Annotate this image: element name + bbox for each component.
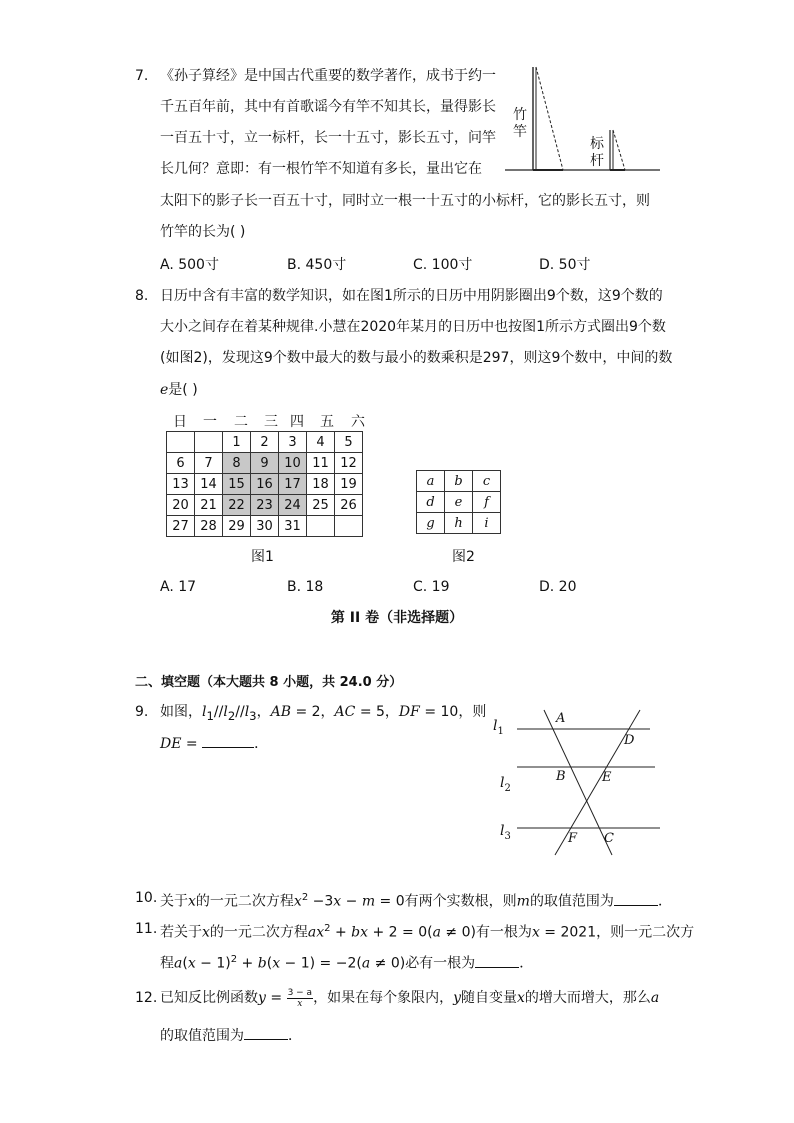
grid-cell: i [473,513,501,534]
calendar-cell-shaded: 23 [251,495,279,516]
calendar-cell: 1 [223,432,251,453]
q11-answer-blank[interactable] [475,953,519,968]
calendar-cell: 25 [307,495,335,516]
calendar-cell-shaded: 15 [223,474,251,495]
q12-var: x [517,990,525,1006]
calendar-cell: 13 [167,474,195,495]
section-2-title: 二、填空题（本大题共 8 小题，共 24.0 分） [135,675,403,690]
calendar-cell [195,432,223,453]
table-row [167,432,363,453]
q7-line-2: 千五百年前，其中有首歌谣今有竿不知其长，量得影长 [160,99,496,115]
grid-cell: g [417,513,445,534]
q9-text: ， [256,704,271,720]
q10-var: x [333,893,342,910]
q9-label-l1-sub: 1 [497,725,504,737]
calendar-cell: 11 [307,453,335,474]
q11-var: ax [307,924,325,941]
q11-text: ( [182,955,188,972]
q9-var: AB [270,704,291,720]
q7-label-pole-1: 竹 [513,107,527,123]
q11-line-2 [160,950,533,974]
q11-text: 若关于 [160,924,202,941]
q11-var: x [272,955,281,972]
calendar-cell: 20 [167,495,195,516]
q9-label-l3-text: l [500,823,505,839]
q8-line-4 [160,380,198,400]
calendar-cell: 21 [195,495,223,516]
q11-sup: 2 [324,923,331,934]
q11-var: x [187,955,196,972]
q9-text: ． [254,736,269,752]
q9-text: 如图， [160,704,202,720]
calendar-cell: 14 [195,474,223,495]
q11-text: 的一元二次方程 [209,924,308,941]
q11-text: ≠ 0)必有一根为 [370,955,476,972]
calendar-cell-shaded: 22 [223,495,251,516]
q11-var: bx [351,924,369,941]
table-row [417,513,501,534]
q8-option-a[interactable]: A. 17 [160,579,197,595]
part-2-title: 第 II 卷（非选择题） [330,610,464,626]
q8-option-d[interactable]: D. 20 [539,579,577,595]
q7-label-rod-1: 标 [590,136,604,152]
grid-cell: b [445,471,473,492]
q9-text: // [235,704,245,720]
table-row [167,453,363,474]
grid-figure-2 [416,470,501,534]
weekday-mon: 一 [203,414,217,430]
q9-text: // [213,704,224,720]
q7-line-4: 长几何？意即：有一根竹竿不知道有多长，量出它在 [160,161,482,177]
q9-label-l1 [493,718,504,737]
q10-text: − [341,893,362,910]
q9-var: l [223,704,228,720]
calendar-cell: 12 [335,453,363,474]
q8-number: 8. [135,288,149,304]
q9-label-l2-text: l [500,775,505,791]
q12-text: = [265,990,287,1006]
grid-cell: f [473,492,501,513]
q10-var: x [293,893,302,910]
calendar-cell: 18 [307,474,335,495]
calendar-cell [335,516,363,537]
q7-option-a[interactable]: A. 500寸 [160,257,219,273]
calendar-cell: 3 [279,432,307,453]
q9-label-l1-text: l [493,718,498,734]
calendar-cell: 31 [279,516,307,537]
weekday-sun: 日 [173,414,187,430]
q9-text: = [181,736,203,752]
calendar-cell: 19 [335,474,363,495]
calendar-cell-shaded: 16 [251,474,279,495]
q10-text: = 0有两个实数根，则 [375,893,517,910]
q9-text: = 10，则 [419,704,487,720]
table-row [417,492,501,513]
table-row [167,474,363,495]
q10-answer-blank[interactable] [614,891,658,906]
q10-text: 的一元二次方程 [195,893,294,910]
q10-text: 关于 [160,893,188,910]
calendar-cell-shaded: 24 [279,495,307,516]
q9-label-f: F [568,831,578,846]
q9-parallel-lines-figure [490,705,665,860]
calendar-cell: 27 [167,516,195,537]
q9-label-c: C [604,831,614,846]
q10-text: 的取值范围为 [529,893,614,910]
q7-line-6: 竹竿的长为( ) [160,224,246,240]
q11-sup: 2 [230,954,238,965]
calendar-cell-shaded: 10 [279,453,307,474]
q11-text: + [330,924,352,941]
q8-line-4-rest: 是( ) [168,382,198,398]
q7-option-d[interactable]: D. 50寸 [539,257,591,273]
calendar-cell-shaded: 9 [251,453,279,474]
calendar-cell [167,432,195,453]
q12-answer-blank[interactable] [244,1025,288,1040]
q11-text: = 2021，则一元二次方 [539,924,695,941]
q11-text: − 1) [195,955,231,972]
q12-line-1 [160,985,659,1011]
q9-answer-blank[interactable] [202,733,254,748]
q9-var: l [244,704,250,720]
q12-text: 的增大而增大，那么 [524,990,651,1006]
q9-var: DE [160,736,182,752]
q9-label-d: D [624,733,635,748]
q12-text: ． [288,1028,302,1044]
weekday-sat: 六 [351,414,365,430]
q7-line-3: 一百五十寸，立一标杆，长一十五寸，影长五寸，问竿 [160,130,496,146]
calendar-cell: 5 [335,432,363,453]
q10-var: m [516,893,530,910]
q11-var: x [531,924,540,941]
grid-cell: d [417,492,445,513]
q10-text: ． [657,893,672,910]
weekday-fri: 五 [320,414,334,430]
q9-label-a: A [556,711,566,726]
q10-var: m [361,893,376,910]
q12-var: y [258,990,266,1006]
q12-text: 的取值范围为 [160,1028,244,1044]
grid-cell: a [417,471,445,492]
q8-option-c[interactable]: C. 19 [413,579,450,595]
figure-2-caption: 图2 [452,549,475,565]
q7-option-b[interactable]: B. 450寸 [287,257,347,273]
calendar-cell: 2 [251,432,279,453]
calendar-cell: 28 [195,516,223,537]
q11-text: + 2 = 0( [368,924,433,941]
q8-line-1: 日历中含有丰富的数学知识，如在图1所示的日历中用阴影圈出9个数，这9个数的 [160,288,663,304]
q9-text: = 2， [291,704,335,720]
q10-var: x [188,893,196,910]
calendar-cell: 30 [251,516,279,537]
q9-var: DF [398,704,420,720]
q12-text: 随自变量 [461,990,517,1006]
q12-fraction [287,988,314,1009]
calendar-cell: 6 [167,453,195,474]
q9-sub: 1 [206,708,214,723]
weekday-tue: 二 [234,414,248,430]
q12-var: a [650,990,660,1006]
q10-text: −3 [308,893,334,910]
weekday-thu: 四 [290,414,304,430]
table-row [167,495,363,516]
q11-text: − 1) = −2( [280,955,362,972]
q9-var: AC [334,704,356,720]
q11-var: x [202,924,210,941]
q7-pole-figure [505,62,665,177]
q11-number: 11. [135,921,158,937]
q12-var: y [453,990,461,1006]
q7-label-pole-2: 竿 [513,124,527,140]
q11-line-1 [160,919,694,943]
q11-var: b [257,955,267,972]
q7-line-1: 《孙子算经》是中国古代重要的数学著作，成书于约一 [160,68,496,84]
weekday-wed: 三 [264,414,278,430]
q12-fraction-numerator: 3 − a [287,987,313,998]
calendar-cell: 26 [335,495,363,516]
q11-text: ( [266,955,273,972]
q9-sub: 3 [249,708,257,723]
q9-label-l2-sub: 2 [504,782,511,794]
q11-text: + [237,955,258,972]
q11-text: ≠ 0)有一根为 [440,924,532,941]
q11-var: a [361,955,371,972]
q12-line-2 [160,1025,302,1046]
q7-number: 7. [135,68,149,84]
q9-sub: 2 [227,708,236,723]
q8-option-b[interactable]: B. 18 [287,579,324,595]
calendar-cell: 7 [195,453,223,474]
calendar-cell: 4 [307,432,335,453]
q7-label-rod-2: 杆 [590,153,604,169]
q12-fraction-denominator: x [297,998,303,1009]
q9-label-l2 [500,775,511,794]
q11-text: ． [519,955,534,972]
q12-text: 已知反比例函数 [160,990,258,1006]
table-row [417,471,501,492]
grid-cell: c [473,471,501,492]
q9-number: 9. [135,704,149,720]
calendar-cell [307,516,335,537]
q7-option-c[interactable]: C. 100寸 [413,257,473,273]
calendar-cell: 29 [223,516,251,537]
q7-line-5: 太阳下的影子长一百五十寸，同时立一根一十五寸的小标杆，它的影长五寸，则 [160,193,650,209]
calendar-cell-shaded: 17 [279,474,307,495]
grid-cell: h [445,513,473,534]
q12-text: ，如果在每个象限内， [313,990,454,1006]
q9-text: = 5， [355,704,399,720]
table-row [167,516,363,537]
q9-label-b: B [556,769,566,784]
q8-var-e: e [160,382,169,398]
q10-line-1 [160,888,672,912]
q9-var: l [202,704,207,720]
q11-text: 程 [160,955,174,972]
q8-line-2: 大小之间存在着某种规律.小慧在2020年某月的日历中也按图1所示方式圈出9个数 [160,319,666,335]
q10-sup: 2 [301,892,309,903]
calendar-figure-1 [166,431,363,537]
q11-var: a [432,924,441,941]
q9-line-1 [160,702,486,726]
grid-cell: e [445,492,473,513]
q9-label-l3-sub: 3 [504,830,511,842]
q9-label-l3 [500,823,511,842]
q10-number: 10. [135,890,158,906]
q9-line-2 [160,733,268,754]
figure-1-caption: 图1 [251,549,274,565]
q8-line-3: (如图2)，发现这9个数中最大的数与最小的数乘积是297，则这9个数中，中间的数 [160,350,673,366]
calendar-cell-shaded: 8 [223,453,251,474]
q11-var: a [174,955,183,972]
q9-label-e: E [602,770,612,785]
q12-number: 12. [135,990,158,1006]
